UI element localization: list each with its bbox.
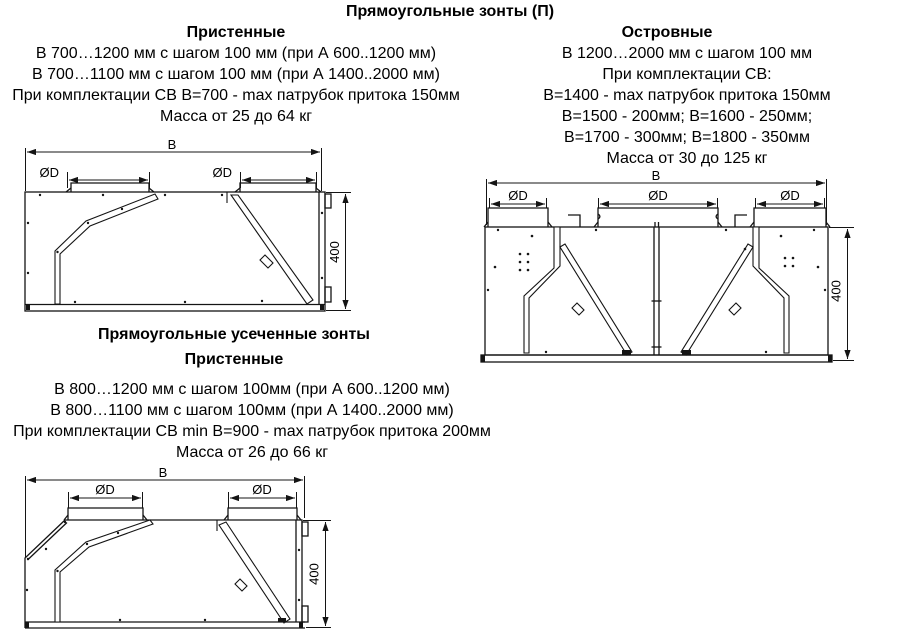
truncated-spec-line: Масса от 26 до 66 кг: [175, 444, 329, 461]
dimension-duct-right: [241, 172, 317, 188]
duct-stub-right: [228, 508, 297, 520]
hood-body: [25, 508, 308, 628]
duct-stub-left: [71, 183, 149, 192]
island-spec-line: В=1500 - 200мм; В=1600 - 250мм;: [561, 108, 813, 125]
wall-specs-section: [10, 22, 462, 127]
dimension-duct-left: [68, 172, 150, 188]
truncated-spec-line: В 800…1200 мм с шагом 100мм (при А 600..1200 мм): [54, 381, 450, 398]
grease-filter-baffles: [55, 192, 313, 304]
mount-tab-bottom: [302, 606, 308, 622]
duct-stub-right: [240, 183, 316, 192]
island-spec-line: В 1200…2000 мм с шагом 100 мм: [561, 45, 813, 62]
truncated-spec-line: В 800…1100 мм с шагом 100мм (при А 1400..2000 мм): [50, 402, 454, 419]
mount-tab-top: [302, 522, 308, 536]
mount-tab-top: [325, 194, 331, 208]
mount-tab-bottom: [325, 287, 331, 302]
dim-label-duct: ØD: [508, 188, 528, 203]
island-spec-line: В=1700 - 300мм; В=1800 - 350мм: [564, 129, 810, 146]
wall-spec-line: В 700…1100 мм с шагом 100 мм (при А 1400..2000 мм): [32, 66, 440, 83]
grease-filter-baffles: [524, 227, 789, 355]
duct-stub-left: [68, 508, 143, 520]
island-specs-section: [482, 22, 892, 169]
duct-stub-right: [754, 208, 826, 227]
grease-filter-baffles: [55, 520, 290, 623]
hood-body: [25, 183, 331, 311]
dim-label-duct: ØD: [252, 482, 272, 497]
wall-spec-line: Масса от 25 до 64 кг: [159, 108, 313, 125]
island-hood-drawing: [476, 170, 861, 370]
hanger-hook-right: [735, 215, 747, 227]
island-spec-line: При комплектации СВ:: [602, 66, 772, 83]
truncated-spec-line: При комплектации СВ min В=900 - max патрубок притока 200мм: [13, 423, 491, 440]
dim-label-height: 400: [306, 563, 322, 585]
wall-section-heading: Пристенные: [186, 24, 286, 41]
hood-body: [481, 208, 832, 362]
rivet-dots: [25, 521, 303, 628]
dim-label-b: B: [158, 465, 168, 480]
dim-label-height: 400: [327, 241, 342, 263]
dimension-width: [26, 148, 322, 191]
dim-label-height: 400: [828, 280, 844, 302]
dim-label-duct: ØD: [212, 165, 232, 180]
island-spec-line: Масса от 30 до 125 кг: [606, 150, 768, 167]
wall-hood-drawing: [0, 138, 356, 324]
dim-label-duct: ØD: [39, 165, 59, 180]
wall-spec-line: В 700…1200 мм с шагом 100 мм (при А 600..1200 мм): [35, 45, 437, 62]
rivet-dots: [481, 229, 832, 362]
duct-stub-left: [488, 208, 548, 227]
dim-label-duct: ØD: [95, 482, 115, 497]
island-section-heading: Островные: [621, 24, 713, 41]
truncated-section-subheading: Пристенные: [184, 351, 284, 368]
island-spec-line: В=1400 - max патрубок притока 150мм: [543, 87, 831, 104]
dim-label-duct: ØD: [780, 188, 800, 203]
page-title: Прямоугольные зонты (П): [345, 3, 555, 20]
truncated-specs-section: [10, 322, 494, 463]
wall-spec-line: При комплектации СВ В=700 - max патрубок притока 150мм: [12, 87, 460, 104]
dim-label-b: B: [167, 138, 177, 152]
truncated-hood-drawing: [0, 460, 340, 636]
dim-label-duct: ØD: [648, 188, 668, 203]
hanger-hook-left: [568, 215, 580, 227]
truncated-section-heading: Прямоугольные усеченные зонты: [98, 326, 370, 343]
dim-label-b: B: [651, 170, 661, 183]
